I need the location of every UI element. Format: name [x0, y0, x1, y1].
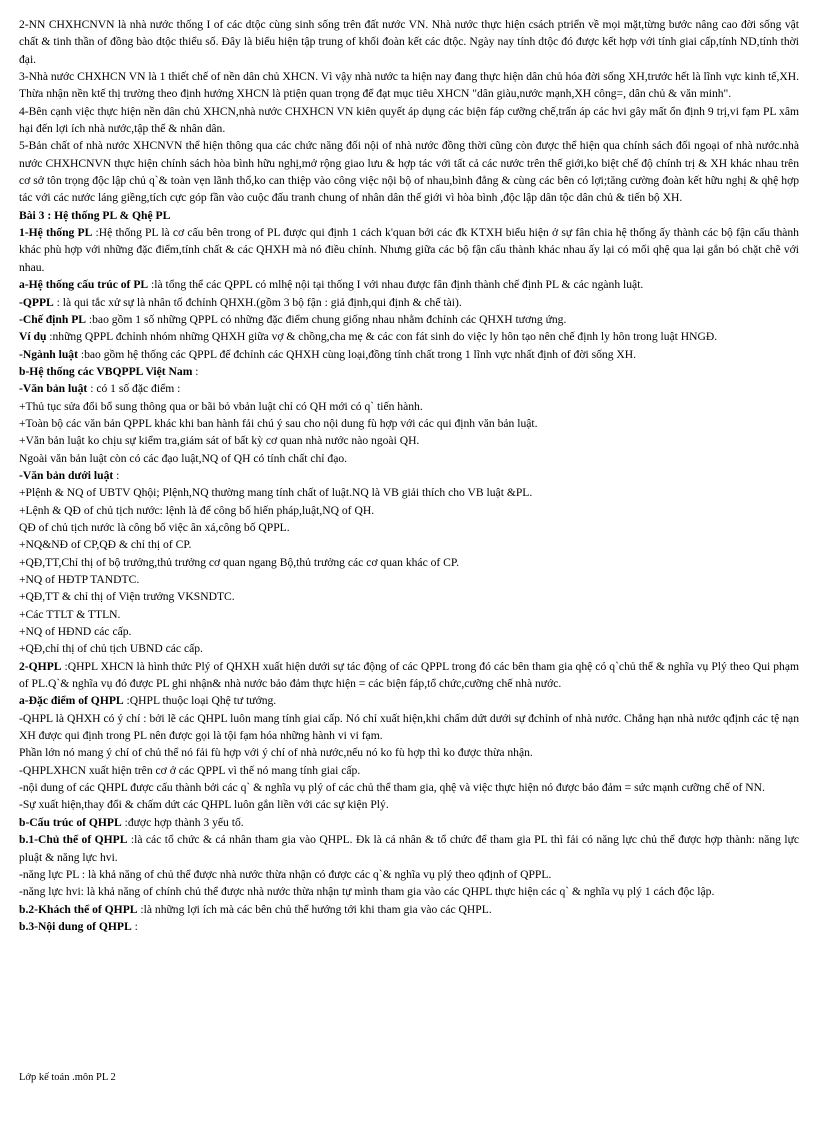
paragraph	[19, 640, 799, 657]
paragraph-text: :bao gồm hệ thống các QPPL để đchỉnh các QHXH cùng loại,đồng tính chất trong 1 lĩnh vực nhất định of đời sống XH.	[77, 347, 637, 361]
paragraph	[19, 883, 799, 900]
paragraph	[19, 519, 799, 536]
paragraph	[19, 658, 799, 693]
paragraph-text: +Thủ tục sửa đổi bổ sung thông qua or bãi bỏ vbản luật chỉ có QH mới có q` tiến hành.	[19, 399, 423, 413]
paragraph	[19, 692, 799, 709]
paragraph-heading: Ví dụ	[19, 330, 47, 344]
paragraph	[19, 311, 799, 328]
paragraph-heading: a-Đặc điểm of QHPL	[19, 694, 124, 708]
paragraph	[19, 398, 799, 415]
paragraph-heading: -Văn bản luật	[19, 382, 88, 396]
paragraph-text: :	[192, 364, 199, 378]
paragraph	[19, 918, 799, 935]
paragraph-text: -nội dung of các QHPL được cấu thành bởi các q` & nghĩa vụ plý of các chủ thể tham gia, qhệ và việc thực hiện nó được bảo đảm = sức mạnh cưỡng chế of NN.	[19, 781, 765, 795]
paragraph-heading: -QPPL	[19, 295, 54, 309]
paragraph	[19, 831, 799, 866]
paragraph	[19, 328, 799, 345]
paragraph-text: +QĐ,TT & chỉ thị of Viện trưởng VKSNDTC.	[19, 590, 235, 604]
paragraph	[19, 814, 799, 831]
paragraph	[19, 866, 799, 883]
paragraph	[19, 536, 799, 553]
paragraph-text: :QHPL thuộc loại Qhệ tư tưởng.	[123, 694, 277, 708]
paragraph	[19, 467, 799, 484]
paragraph-text: :là các tổ chức & cá nhân tham gia vào QHPL. Đk là cá nhân & tổ chức để tham gia PL thì fải có năng lực chủ thể được hợp thành: năng lực pluật & năng lực hvi.	[19, 833, 799, 864]
paragraph-text: 2-NN CHXHCNVN là nhà nước thống I of các dtộc cùng sinh sống trên đất nước VN. Nhà nước thực hiện csách ptriển về mọi mặt,từng bước nâng cao đời sống vật chất & tinh thần of đồng bào dtộc thiểu số. Đây là biểu hiện tập trung of khối đoàn kết các dtộc. Ngày nay tính dtộc đó được kết hợp với tính giai cấp,tính ND,tính thời đại.	[19, 18, 799, 66]
paragraph-text: Phần lớn nó mang ý chí of chủ thể nó fải fù hợp với ý chí of nhà nước,nếu nó ko fù hợp thì ko được thừa nhận.	[19, 746, 533, 760]
paragraph	[19, 762, 799, 779]
paragraph	[19, 363, 799, 380]
paragraph-text: 4-Bên cạnh việc thực hiện nền dân chủ XHCN,nhà nước CHXHCN VN kiên quyết áp dụng các biện fáp cưỡng chế,trấn áp các hvi gây mất ổn định 9 trị,vi fạm PL xâm hại đến lợi ích nhà nước,tập thể & nhân dân.	[19, 104, 799, 136]
document-body	[19, 16, 799, 935]
paragraph-text: :những QPPL đchỉnh nhóm những QHXH giữa vợ & chồng,cha mẹ & các con fát sinh do việc ly hôn tạo nên chế định ly hôn trong luật HNGĐ.	[46, 330, 718, 344]
paragraph	[19, 623, 799, 640]
paragraph-text: -năng lực PL : là khả năng of chủ thể được nhà nước thừa nhận có được các q`& nghĩa vụ plý theo qđịnh of QPPL.	[19, 867, 552, 881]
paragraph	[19, 224, 799, 276]
paragraph	[19, 276, 799, 293]
paragraph-heading: 1-Hệ thống PL	[19, 226, 93, 240]
paragraph-text: +NQ of HĐND các cấp.	[19, 625, 132, 639]
paragraph-text: +Các TTLT & TTLN.	[19, 607, 121, 621]
paragraph	[19, 207, 799, 224]
paragraph-text: :	[113, 468, 120, 482]
paragraph-text: -năng lực hvi: là khả năng of chính chủ thể được nhà nước thừa nhận tự mình tham gia vào các QHPL thực hiện các q` & nghĩa vụ plý 1 cách độc lập.	[19, 885, 715, 899]
paragraph-text: +NQ of HĐTP TANDTC.	[19, 573, 140, 586]
paragraph	[19, 710, 799, 745]
paragraph	[19, 606, 799, 623]
paragraph	[19, 68, 799, 103]
paragraph-text: :được hợp thành 3 yếu tố.	[121, 815, 244, 829]
paragraph-text: :Hệ thống PL là cơ cấu bên trong of PL được qui định 1 cách k'quan bởi các đk KTXH biểu hiện ở sự fân chia hệ thống ấy thành các bộ fận cấu thành khác phù hợp với những đặc điểm,tính chất & các QHXH mà nó điều chỉnh. Nhưng giữa các bộ fận cấu thành khác nhau ấy lại có mối qhệ qua lại gắn bó chặt chẽ với nhau.	[19, 226, 799, 274]
paragraph-heading: b.1-Chủ thể of QHPL	[19, 833, 128, 847]
paragraph-heading: 2-QHPL	[19, 659, 62, 673]
paragraph	[19, 137, 799, 206]
paragraph	[19, 103, 799, 138]
paragraph-heading: Bài 3 : Hệ thống PL & Qhệ PL	[19, 208, 171, 222]
paragraph-text: +QĐ,chỉ thị of chủ tịch UBND các cấp.	[19, 642, 203, 656]
paragraph-heading: b.2-Khách thể of QHPL	[19, 902, 138, 916]
paragraph-text: +Lệnh & QĐ of chủ tịch nước: lệnh là để công bố hiến pháp,luật,NQ of QH.	[19, 503, 375, 517]
paragraph	[19, 779, 799, 796]
paragraph	[19, 571, 799, 588]
paragraph	[19, 346, 799, 363]
paragraph-text: +QĐ,TT,Chỉ thị of bộ trưởng,thủ trưởng cơ quan ngang Bộ,thủ trưởng các cơ quan khác of CP.	[19, 555, 459, 569]
paragraph-heading: b-Hệ thống các VBQPPL Việt Nam	[19, 364, 193, 378]
paragraph-text: :bao gồm 1 số những QPPL có những đặc điểm chung giống nhau nhằm đchỉnh các QHXH tương ứng.	[86, 312, 567, 326]
paragraph-heading: -Ngành luật	[19, 347, 78, 361]
paragraph-heading: a-Hệ thống cấu trúc of PL	[19, 278, 149, 292]
paragraph-text: : là qui tắc xử sự là nhân tố đchỉnh QHXH.(gồm 3 bộ fận : giả định,qui định & chế tài).	[53, 295, 462, 309]
paragraph-heading: b.3-Nội dung of QHPL	[19, 919, 132, 933]
paragraph-text: +Toàn bộ các văn bản QPPL khác khi ban hành fải chú ý sau cho nội dung fù hợp với các qui định văn bản luật.	[19, 416, 538, 430]
paragraph	[19, 16, 799, 68]
paragraph-text: :là tổng thể các QPPL có mlhệ nội tại thống I với nhau được fân định thành chế định PL & các ngành luật.	[148, 278, 644, 292]
paragraph-text: +Plệnh & NQ of UBTV Qhội; Plệnh,NQ thường mang tính chất of luật.NQ là VB giải thích cho VB luật &PL.	[19, 486, 533, 500]
paragraph	[19, 901, 799, 918]
paragraph-heading: -Chế định PL	[19, 312, 87, 326]
paragraph-text: : có 1 số đặc điểm :	[87, 382, 181, 396]
paragraph-text: +NQ&NĐ of CP,QĐ & chỉ thị of CP.	[19, 538, 192, 552]
paragraph	[19, 294, 799, 311]
paragraph	[19, 796, 799, 813]
paragraph-heading: -Văn bản dưới luật	[19, 468, 114, 482]
paragraph-text: 5-Bản chất of nhà nước XHCNVN thể hiện thông qua các chức năng đối nội of nhà nước đồng thời cũng còn được thể hiện qua chính sách đối ngoại of nhà nước.nhà nước CHXHCNVN thực hiện chính sách hòa bình hữu nghị,mở rộng giao lưu & hợp tác với tất cả các nước trên thế giới,ko biệt chế độ chính trị & XH khác nhau trên cơ sở tôn trọng độc lập chủ q`& toàn vẹn lãnh thổ,ko can thiệp vào công việc nội bộ of nhau,bình đẳng & cùng các bên có lợi;tăng cường đoàn kết hữu nghị & qhệ hợp tác với các nước láng giềng,tích cực góp fần vào cuộc đấu tranh chung of nhân dân thế giới vì hòa bình ,độc lập dân tộc dân chủ & tiến bộ XH.	[19, 139, 799, 205]
paragraph-text: 3-Nhà nước CHXHCN VN là 1 thiết chế of nền dân chủ XHCN. Vì vậy nhà nước ta hiện nay đang thực hiện dân chủ hóa đời sống XH,trước hết là lĩnh vực kinh tế,XH. Thừa nhận nền ktế thị trường theo định hướng XHCN là ptiện quan trọng để đạt mục tiêu XHCN "dân giàu,nước mạnh,XH công=, dân chủ & văn minh".	[19, 70, 799, 101]
paragraph-text: +Văn bản luật ko chịu sự kiểm tra,giám sát of bất kỳ cơ quan nhà nước nào ngoài QH.	[19, 434, 420, 448]
paragraph	[19, 588, 799, 605]
paragraph	[19, 744, 799, 761]
paragraph-text: :QHPL XHCN là hình thức Plý of QHXH xuất hiện dưới sự tác động of các QPPL trong đó các bên tham gia qhệ có q`chủ thể & nghĩa vụ Plý theo Qui phạm of PL.Q`& nghĩa vụ đó được PL ghi nhận& nhà nước bảo đảm thực hiện = các biện fáp,tổ chức,cưỡng chế nhà nước.	[19, 659, 799, 691]
paragraph-text: -QHPLXHCN xuất hiện trên cơ ở các QPPL vì thế nó mang tính giai cấp.	[19, 763, 361, 777]
paragraph	[19, 380, 799, 397]
paragraph	[19, 432, 799, 449]
paragraph-heading: b-Cấu trúc of QHPL	[19, 815, 122, 829]
paragraph	[19, 502, 799, 519]
paragraph-text: -QHPL là QHXH có ý chí : bởi lẽ các QHPL luôn mang tính giai cấp. Nó chỉ xuất hiện,khi chấm dứt dưới sự đchỉnh of nhà nước. Chẳng hạn nhà nước qđịnh các tệ nạn XH được qui định trong PL nên được gọi là tội fạm hóa những hành vi vi fạm.	[19, 711, 799, 743]
paragraph	[19, 450, 799, 467]
paragraph-text: :là những lợi ích mà các bên chủ thể hướng tới khi tham gia vào các QHPL.	[137, 902, 492, 916]
page-footer: Lớp kế toán .môn PL 2	[19, 1072, 116, 1083]
paragraph	[19, 554, 799, 571]
paragraph	[19, 484, 799, 501]
paragraph	[19, 415, 799, 432]
paragraph-text: :	[131, 919, 138, 933]
paragraph-text: QĐ of chủ tịch nước là công bố việc ân xá,công bố QPPL.	[19, 520, 290, 534]
paragraph-text: Ngoài văn bản luật còn có các đạo luật,NQ of QH có tính chất chỉ đạo.	[19, 451, 348, 465]
paragraph-text: -Sự xuất hiện,thay đổi & chấm dứt các QHPL luôn gắn liền với các sự kiện Plý.	[19, 798, 389, 812]
